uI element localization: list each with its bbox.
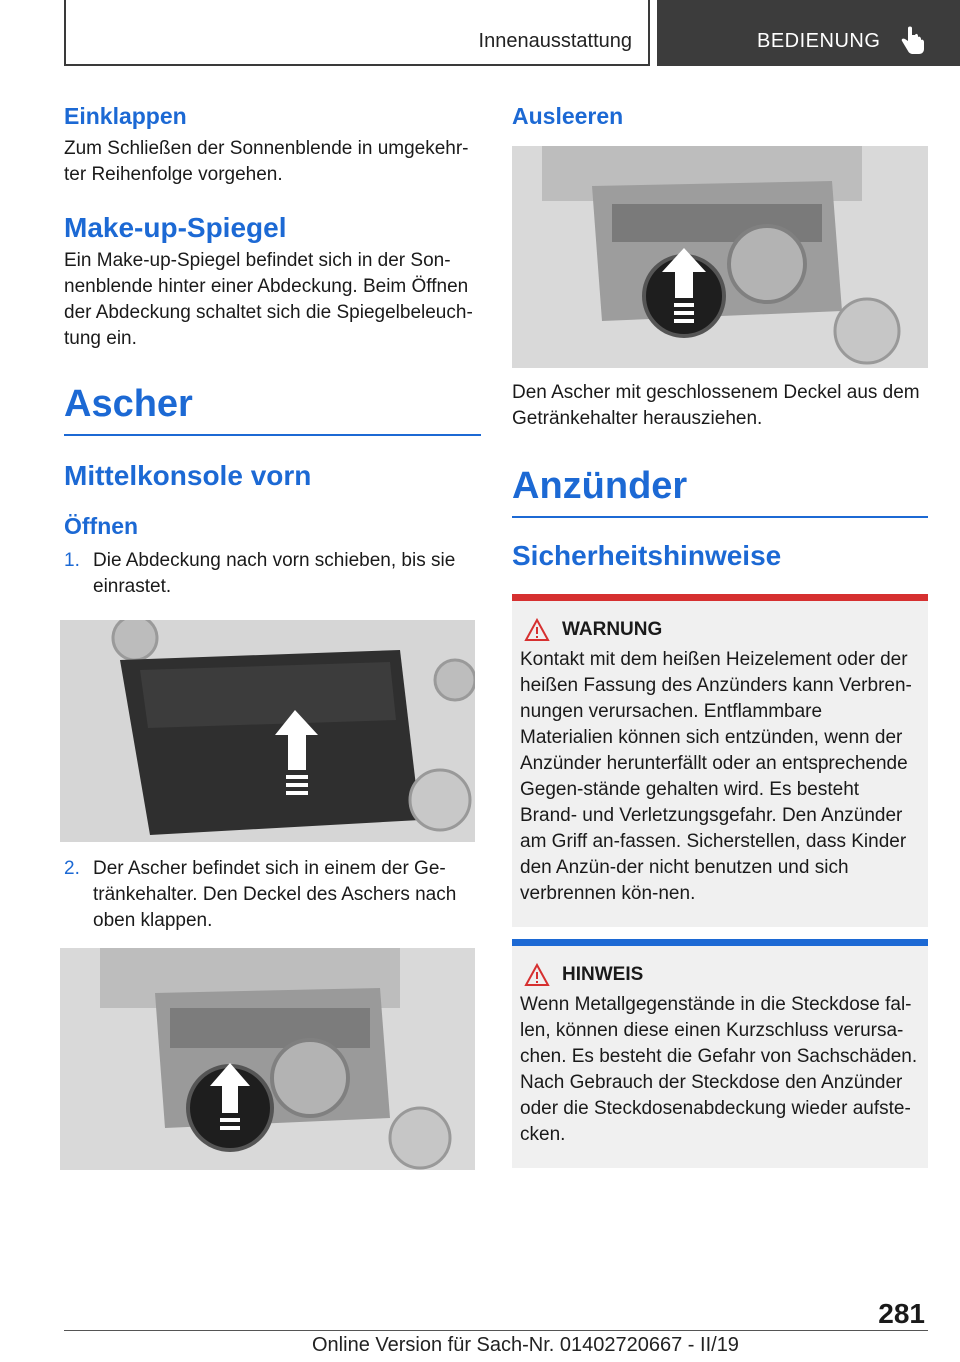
anzuender-heading: Anzünder bbox=[512, 462, 928, 518]
notice-box bbox=[512, 939, 928, 1168]
chapter-title: BEDIENUNG bbox=[757, 30, 881, 52]
mittelkonsole-heading: Mittelkonsole vorn bbox=[64, 460, 312, 491]
step-1 bbox=[64, 548, 481, 600]
oeffnen-heading: Öffnen bbox=[64, 513, 139, 539]
step-2-text: Der Ascher befindet sich in einem der Ge-tränkehalter. Den Deckel des Aschers nach oben klappen. bbox=[93, 858, 457, 931]
warning-text: Kontakt mit dem heißen Heizelement oder der heißen Fassung des Anzünders kann Verbren-nungen verursachen. Entflammbare Materialien können sich entzünden, wenn der Anzünder herunterfällt oder an entsprechende Gegen-stände gehalten wird. Es besteht Brand- und Verletzungsgefahr. Den Anzünder am Griff an-fassen. Sicherstellen, dass Kinder den Anzün-der nicht benutzen und sich verbrennen kön-nen. bbox=[520, 649, 912, 904]
header-section-tab bbox=[64, 0, 650, 66]
hand-pointer-icon bbox=[895, 24, 929, 58]
warning-triangle-icon bbox=[524, 618, 550, 642]
warning-box bbox=[512, 594, 928, 927]
warning-title: WARNUNG bbox=[562, 619, 663, 640]
step-2 bbox=[64, 856, 481, 934]
notice-title-row bbox=[520, 962, 920, 988]
illustration-cover-slide bbox=[60, 620, 475, 842]
step-1-text: Die Abdeckung nach vorn schieben, bis sie einrastet. bbox=[93, 550, 456, 597]
step-2-number: 2. bbox=[64, 858, 80, 879]
ausleeren-text: Den Ascher mit geschlossenem Deckel aus dem Getränkehalter herausziehen. bbox=[512, 382, 920, 429]
ashtray-remove-image bbox=[512, 146, 928, 368]
footer-divider bbox=[64, 1330, 928, 1331]
section-title: Innenausstattung bbox=[478, 30, 632, 52]
notice-triangle-icon bbox=[524, 963, 550, 987]
console-cover-image bbox=[60, 620, 475, 842]
illustration-ashtray-remove bbox=[512, 146, 928, 368]
einklappen-heading: Einklappen bbox=[64, 103, 187, 129]
footer-version: Online Version für Sach-Nr. 01402720667 - II/19 bbox=[312, 1334, 739, 1356]
warning-title-row bbox=[520, 617, 920, 643]
einklappen-text: Zum Schließen der Sonnenblende in umgekehr-ter Reihenfolge vorgehen. bbox=[64, 138, 469, 185]
ausleeren-heading: Ausleeren bbox=[512, 103, 624, 129]
page-number: 281 bbox=[878, 1298, 925, 1329]
ascher-heading: Ascher bbox=[64, 380, 481, 436]
spiegel-heading: Make-up-Spiegel bbox=[64, 212, 287, 243]
left-column bbox=[64, 100, 481, 1170]
notice-title: HINWEIS bbox=[562, 964, 644, 985]
spiegel-text: Ein Make-up-Spiegel befindet sich in der Son-nenblende hinter einer Abdeckung. Beim Öffnen der Abdeckung schaltet sich die Spiegelbeleuch-tung ein. bbox=[64, 250, 473, 349]
right-column bbox=[512, 100, 928, 1168]
step-1-number: 1. bbox=[64, 550, 80, 571]
notice-text: Wenn Metallgegenstände in die Steckdose fal-len, können diese einen Kurzschluss verursa-chen. Es besteht die Gefahr von Sachschäden. Nach Gebrauch der Steckdose den Anzünder oder die Steckdosenabdeckung wieder aufste-cken. bbox=[520, 994, 918, 1145]
sicherheit-heading: Sicherheitshinweise bbox=[512, 540, 782, 571]
ashtray-cupholder-image bbox=[60, 948, 475, 1170]
header-chapter-tab bbox=[657, 0, 960, 66]
illustration-ashtray-open bbox=[60, 948, 475, 1170]
